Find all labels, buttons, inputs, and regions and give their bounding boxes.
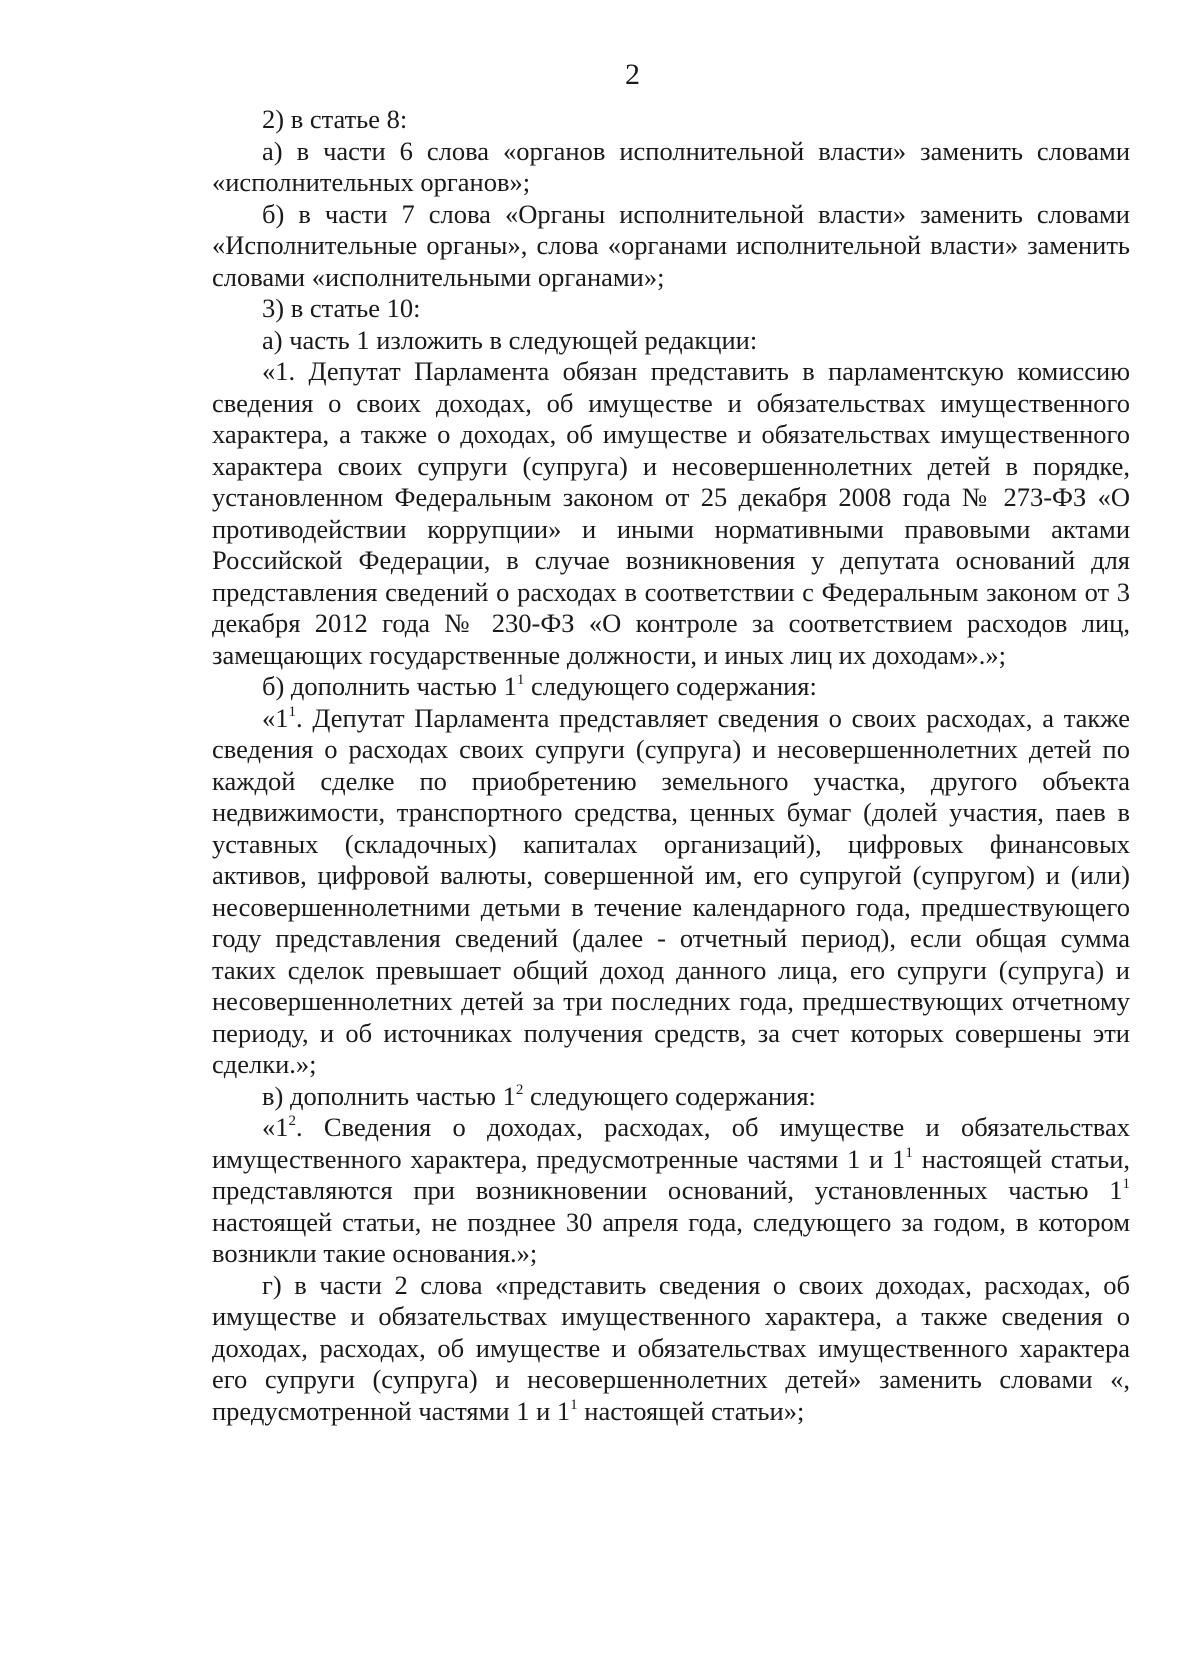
paragraph-text: «1. Депутат Парламента обязан представить в парламентскую комиссию сведения о своих доходах, об имуществе и обязательствах имущественного характера, а также о доходах, об имуществе и обязательствах имущественного характера своих супруги (супруга) и несовершеннолетних детей в порядке, установленном Федеральным законом от 25 декабря 2008 года № 273-ФЗ «О противодействии коррупции» и иными нормативными правовыми актами Российской Федерации, в случае возникновения у депутата оснований для представления сведений о расходах в соответствии с Федеральным законом от 3 декабря 2012 года № 230-ФЗ «О контроле за соответствием расходов лиц, замещающих государственные должности, и иных лиц их доходам».»; — [212, 356, 1130, 670]
paragraph-text: . Сведения о доходах, расходах, об имуществе и обязательствах имущественного характера, предусмотренные частями 1 и 1 — [212, 1112, 1130, 1174]
paragraph-article-10-g — [212, 1270, 1130, 1428]
paragraph-part-1-1-text — [212, 703, 1130, 1081]
paragraph-article-10-b — [212, 671, 1130, 703]
paragraph-article-10-v — [212, 1081, 1130, 1113]
superscript: 1 — [1122, 1176, 1130, 1192]
superscript: 1 — [570, 1396, 578, 1413]
paragraph-text: настоящей статьи»; — [577, 1395, 805, 1426]
paragraph-text: б) в части 7 слова «Органы исполнительной власти» заменить словами «Исполнительные органы», слова «органами исполнительной власти» заменить словами «исполнительными органами»; — [212, 198, 1130, 292]
superscript: 1 — [516, 672, 525, 688]
paragraph-text: 2) в статье 8: — [262, 104, 408, 134]
paragraph-part-1-text — [212, 356, 1130, 671]
superscript: 2 — [288, 1113, 296, 1129]
paragraph-text: б) дополнить частью 1 — [262, 671, 517, 701]
superscript: 2 — [515, 1081, 524, 1098]
paragraph-text: 3) в статье 10: — [262, 293, 421, 323]
superscript: 1 — [905, 1144, 913, 1161]
paragraph-article-10-a — [212, 325, 1130, 357]
document-body — [212, 104, 1130, 1427]
paragraph-text: а) в части 6 слова «органов исполнительной власти» заменить словами «исполнительных органов»; — [212, 135, 1130, 197]
paragraph-part-1-2-text — [212, 1112, 1130, 1270]
paragraph-text: «1 — [262, 702, 289, 733]
paragraph-text: в) дополнить частью 1 — [262, 1080, 516, 1111]
paragraph-text: г) в части 2 слова «представить сведения о своих доходах, расходах, об имуществе и обязательствах имущественного характера, а также сведения о доходах, расходах, об имуществе и обязательствах имущественного характера его супруги (супруга) и несовершеннолетних детей» заменить словами «, предусмотренной частями 1 и 1 — [212, 1269, 1130, 1426]
paragraph-article-10 — [212, 293, 1130, 325]
paragraph-text: следующего содержания: — [524, 671, 817, 701]
paragraph-text: настоящей статьи, представляются при возникновении оснований, установленных частью 1 — [212, 1143, 1130, 1205]
paragraph-article-8-a — [212, 136, 1130, 199]
page-number: 2 — [625, 58, 640, 91]
paragraph-text: настоящей статьи, не позднее 30 апреля года, следующего за годом, в котором возникли такие основания.»; — [212, 1206, 1130, 1268]
paragraph-article-8-b — [212, 199, 1130, 294]
paragraph-text: следующего содержания: — [523, 1080, 816, 1111]
paragraph-text: «1 — [262, 1112, 289, 1142]
paragraph-article-8 — [212, 104, 1130, 136]
superscript: 1 — [288, 703, 296, 720]
paragraph-text: а) часть 1 изложить в следующей редакции: — [262, 324, 758, 355]
paragraph-text: . Депутат Парламента представляет сведения о своих расходах, а также сведения о расходах своих супруги (супруга) и несовершеннолетних детей по каждой сделке по приобретению земельного участка, другого объекта недвижимости, транспортного средства, ценных бумаг (долей участия, паев в уставных (складочных) капиталах организаций), цифровых финансовых активов, цифровой валюты, совершенной им, его супругой (супругом) и (или) несовершеннолетними детьми в течение календарного года, предшествующего году представления сведений (далее - отчетный период), если общая сумма таких сделок превышает общий доход данного лица, его супруги (супруга) и несовершеннолетних детей за три последних года, предшествующих отчетному периоду, и об источниках получения средств, за счет которых совершены эти сделки.»; — [212, 702, 1130, 1079]
